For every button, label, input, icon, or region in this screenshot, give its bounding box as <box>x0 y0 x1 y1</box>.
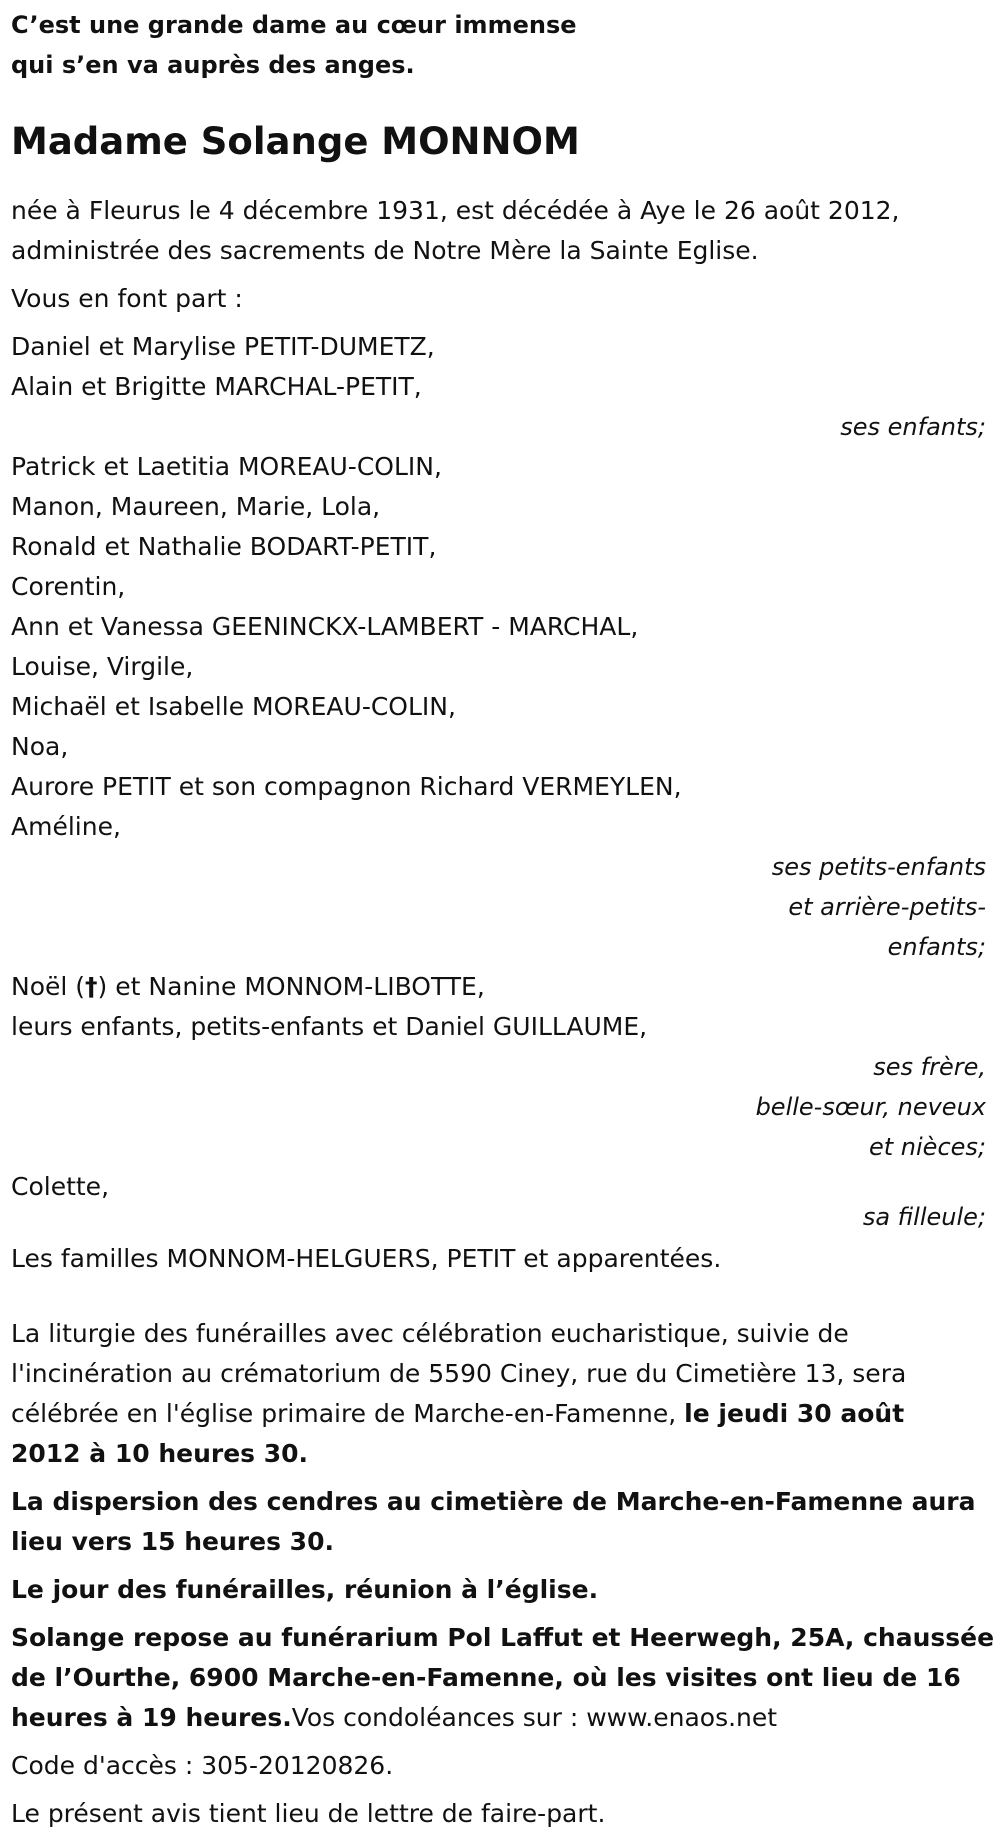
role-label: enfants; <box>887 933 986 961</box>
grandchild-name: Louise, Virgile, <box>11 652 194 681</box>
sibling-name: Noël (†) et Nanine MONNOM-LIBOTTE, <box>11 972 485 1001</box>
obituary-page <box>0 5 1000 1842</box>
grandchildren-role <box>11 847 989 967</box>
deceased-name: Madame Solange MONNOM <box>11 120 580 163</box>
grandchild-name: Corentin, <box>11 572 126 601</box>
birth-death-line-1: née à Fleurus le 4 décembre 1931, est décédée à Aye le 26 août 2012, <box>11 196 900 225</box>
liturgy-line-4: 2012 à 10 heures 30. <box>11 1439 309 1468</box>
liturgy-line-1: La liturgie des funérailles avec célébration eucharistique, suivie de <box>11 1319 849 1348</box>
closing-text: Le présent avis tient lieu de lettre de faire-part. <box>11 1799 606 1828</box>
grandchild-name: Noa, <box>11 732 69 761</box>
grandchild-name: Ronald et Nathalie BODART-PETIT, <box>11 532 437 561</box>
grandchildren-block <box>11 447 989 967</box>
liturgy-line-3: célébrée en l'église primaire de Marche-en-Famenne, le jeudi 30 août <box>11 1399 905 1428</box>
access-code: Code d'accès : 305-20120826. <box>11 1751 394 1780</box>
families-text: Les familles MONNOM-HELGUERS, PETIT et apparentées. <box>11 1244 722 1273</box>
condolences-text: Vos condoléances sur : www.enaos.net <box>291 1703 778 1732</box>
goddaughter-block <box>11 1167 989 1237</box>
dispersion-line-2: lieu vers 15 heures 30. <box>11 1527 334 1556</box>
siblings-block <box>11 967 989 1167</box>
dispersion-line-1: La dispersion des cendres au cimetière de Marche-en-Famenne aura <box>11 1487 976 1516</box>
children-block <box>11 327 989 447</box>
dispersion-paragraph <box>11 1482 989 1562</box>
liturgy-paragraph <box>11 1314 989 1474</box>
role-label: et nièces; <box>869 1133 986 1161</box>
children-role <box>11 407 989 447</box>
intro-line-1: C’est une grande dame au cœur immense <box>11 11 577 39</box>
liturgy-line-2: l'incinération au crématorium de 5590 Ciney, rue du Cimetière 13, sera <box>11 1359 907 1388</box>
birth-death-line-2: administrée des sacrements de Notre Mère la Sainte Eglise. <box>11 236 759 265</box>
role-label: ses enfants; <box>840 413 986 441</box>
funerarium-line-2: de l’Ourthe, 6900 Marche-en-Famenne, où les visites ont lieu de 16 <box>11 1663 961 1692</box>
liturgy-date: le jeudi 30 août <box>684 1399 905 1428</box>
intro-verse <box>11 5 989 85</box>
role-label: sa filleule; <box>862 1203 986 1231</box>
goddaughter-name: Colette, <box>11 1172 110 1201</box>
cross-icon: † <box>85 972 98 1001</box>
grandchild-name: Manon, Maureen, Marie, Lola, <box>11 492 381 521</box>
goddaughter-role <box>11 1197 989 1237</box>
role-label: et arrière-petits- <box>788 893 986 921</box>
grandchild-name: Améline, <box>11 812 121 841</box>
role-label: ses petits-enfants <box>771 853 986 881</box>
announce-text: Vous en font part : <box>11 284 243 313</box>
funerarium-line-1: Solange repose au funérarium Pol Laffut et Heerwegh, 25A, chaussée <box>11 1623 995 1652</box>
role-label: belle-sœur, neveux <box>755 1093 986 1121</box>
grandchild-name: Ann et Vanessa GEENINCKX-LAMBERT - MARCHAL, <box>11 612 639 641</box>
grandchild-name: Michaël et Isabelle MOREAU-COLIN, <box>11 692 456 721</box>
funerarium-paragraph <box>11 1618 995 1738</box>
reunion-text: Le jour des funérailles, réunion à l’église. <box>11 1575 599 1604</box>
grandchild-name: Patrick et Laetitia MOREAU-COLIN, <box>11 452 442 481</box>
funerarium-line-3: heures à 19 heures.Vos condoléances sur : www.enaos.net <box>11 1703 778 1732</box>
sibling-relatives: leurs enfants, petits-enfants et Daniel GUILLAUME, <box>11 1012 648 1041</box>
grandchild-name: Aurore PETIT et son compagnon Richard VERMEYLEN, <box>11 772 682 801</box>
siblings-role <box>11 1047 989 1167</box>
child-name: Alain et Brigitte MARCHAL-PETIT, <box>11 372 422 401</box>
intro-line-2: qui s’en va auprès des anges. <box>11 51 415 79</box>
role-label: ses frère, <box>873 1053 986 1081</box>
birth-death-paragraph <box>11 191 989 271</box>
child-name: Daniel et Marylise PETIT-DUMETZ, <box>11 332 435 361</box>
